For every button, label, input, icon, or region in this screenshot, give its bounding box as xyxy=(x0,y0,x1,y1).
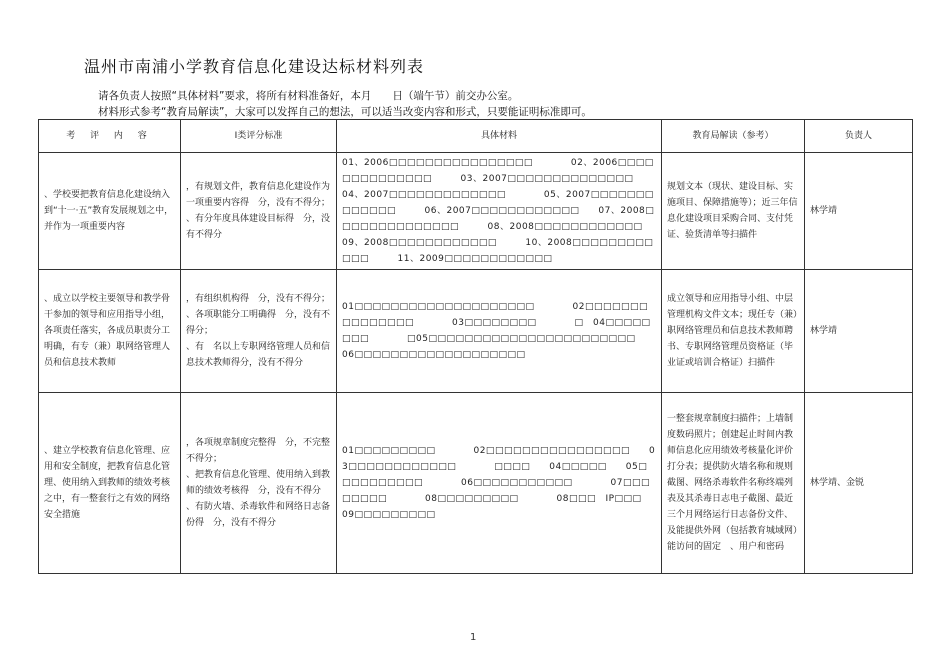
header-reading: 教育局解读（参考） xyxy=(662,120,805,153)
header-owner: 负责人 xyxy=(805,120,913,153)
cell-owner: 林学靖 xyxy=(805,153,913,270)
table-row xyxy=(39,153,913,270)
cell-standard: ，有规划文件，教育信息化建设作为一项重要内容得 分，没有不得分； 、有分年度具体建设目标得 分，没有不得分 xyxy=(181,153,337,270)
table-row xyxy=(39,270,913,393)
header-standard: I类评分标准 xyxy=(181,120,337,153)
intro-line-2: 材料形式参考“教育局解读”，大家可以发挥自己的想法，可以适当改变内容和形式，只要能证明标准即可。 xyxy=(98,106,592,118)
table-header-row xyxy=(39,120,913,153)
intro-line-1: 请各负责人按照“具体材料”要求，将所有材料准备好，本月 日（端午节）前交办公室。 xyxy=(98,90,519,102)
cell-item: 、学校要把教育信息化建设纳入到“十一·五”教育发展规划之中，并作为一项重要内容 xyxy=(39,153,181,270)
cell-materials: 01□□□□□□□□□ 02□□□□□□□□□□□□□□□□ 03□□□□□□□□□□□□ □□□□ 04□□□□□ 05□□□□□□□□□□ 06□□□□□□□□□□□ 07□□□□□□□□ 08□□□□□□□□□ 08□□□ IP□□□ 09□□□□□□□□□ xyxy=(337,393,662,574)
cell-materials: 01、2006□□□□□□□□□□□□□□□□ 02、2006□□□□□□□□□□□□□□ 03、2007□□□□□□□□□□□□□□ 04、2007□□□□□□□□□□□□□ 05、2007□□□□□□□□□□□□□ 06、2007□□□□□□□□□□□□ 07、2008□□□□□□□□□□□□□□ 08、2008□□□□□□□□□□□□ 09、2008□□□□□□□□□□□□ 10、2008□□□□□□□□□□□□ 11、2009□□□□□□□□□□□□ xyxy=(337,153,662,270)
cell-owner: 林学靖 xyxy=(805,270,913,393)
cell-reading: 规划文本（现状、建设目标、实施项目、保障措施等）；近三年信息化建设项目采购合同、支付凭证、验货清单等扫描件 xyxy=(662,153,805,270)
cell-standard: ，各项规章制度完整得 分，不完整不得分； 、把教育信息化管理、使用纳入到教师的绩效考核得 分，没有不得分 、有防火墙、杀毒软件和网络日志备份得 分，没有不得分 xyxy=(181,393,337,574)
cell-reading: 一整套规章制度扫描件；上墙制度数码照片；创建起止时间内教师信息化应用绩效考核量化评价打分表；提供防火墙名称和规则截图、网络杀毒软件名称终端列表及其杀毒日志电子截图、最近三个月网络运行日志备份文件、及能提供外网（包括教育城域网）能访问的固定 、用户和密码 xyxy=(662,393,805,574)
cell-standard: ，有组织机构得 分，没有不得分； 、各项职能分工明确得 分，没有不得分； 、有 名以上专职网络管理人员和信息技术教师得分，没有不得分 xyxy=(181,270,337,393)
header-item: 考 评 内 容 xyxy=(39,120,181,153)
document-title: 温州市南浦小学教育信息化建设达标材料列表 xyxy=(84,57,425,76)
cell-owner: 林学靖、金锐 xyxy=(805,393,913,574)
table-row xyxy=(39,393,913,574)
cell-item: 、建立学校教育信息化管理、应用和安全制度，把教育信息化管理、使用纳入到教师的绩效考核之中，有一整套行之有效的网络安全措施 xyxy=(39,393,181,574)
cell-item: 、成立以学校主要领导和教学骨干参加的领导和应用指导小组，各项责任落实，各成员职责分工明确，有专（兼）职网络管理人员和信息技术教师 xyxy=(39,270,181,393)
cell-materials: 01□□□□□□□□□□□□□□□□□□□□ 02□□□□□□□□□□□□□□□ 03□□□□□□□□ □ 04□□□□□□□□ □05□□□□□□□□□□□□□□□□□□□□□□□ 06□□□□□□□□□□□□□□□□□□□ xyxy=(337,270,662,393)
materials-table xyxy=(38,119,913,574)
cell-reading: 成立领导和应用指导小组、中层管理机构文件文本；现任专（兼）职网络管理员和信息技术教师聘书、专职网络管理员资格证（毕业证或培训合格证）扫描件 xyxy=(662,270,805,393)
header-materials: 具体材料 xyxy=(337,120,662,153)
page-number: 1 xyxy=(470,632,477,643)
